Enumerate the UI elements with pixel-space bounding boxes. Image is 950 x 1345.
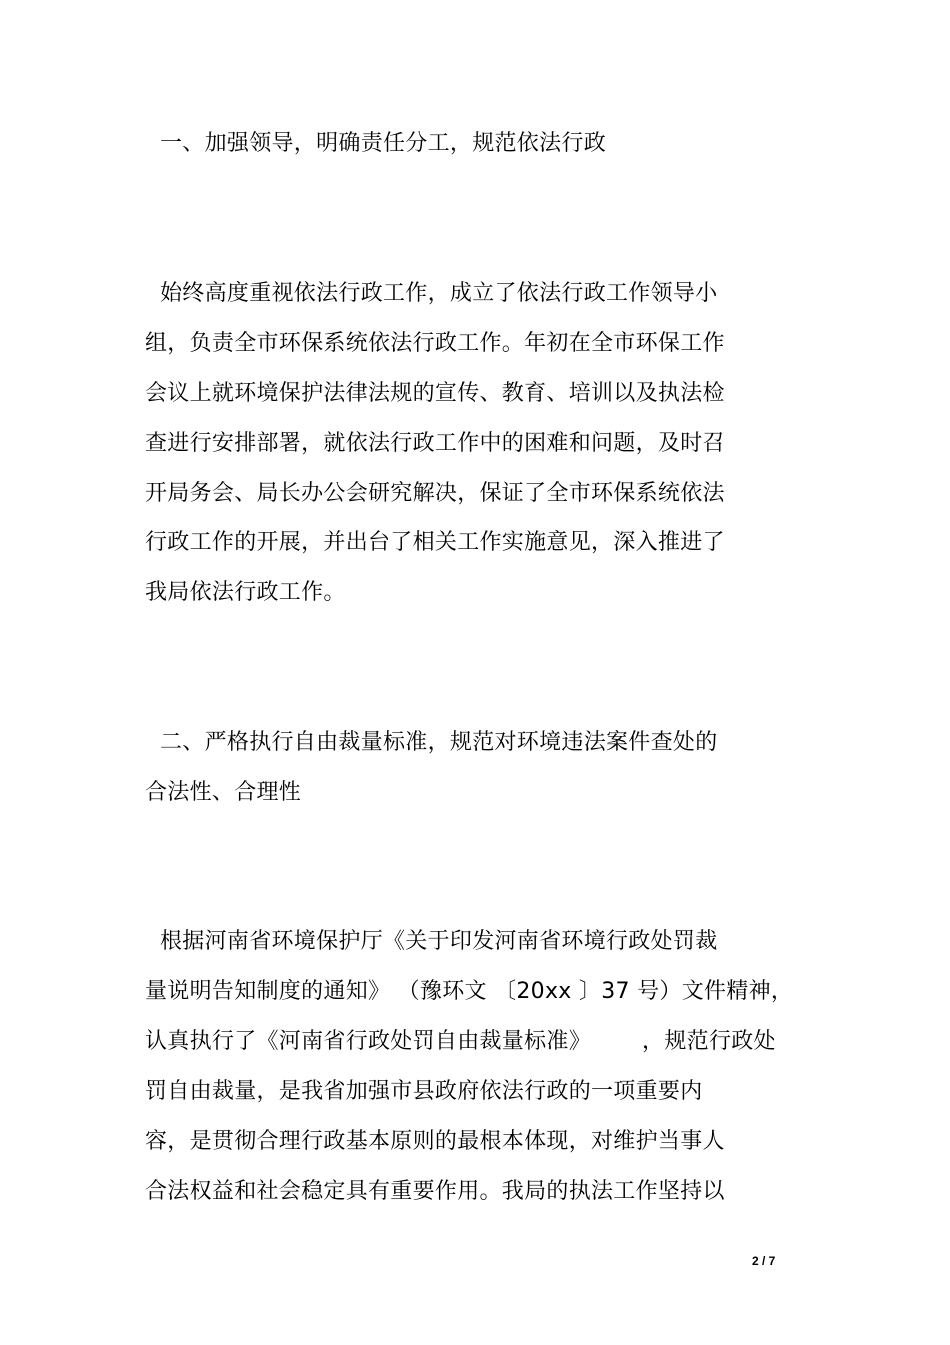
section-1-paragraph-line: 查进行安排部署，就依法行政工作中的困难和问题，及时召 <box>145 431 725 456</box>
page-number: 2 / 7 <box>752 1254 776 1268</box>
section-1-paragraph-line: 我局依法行政工作。 <box>145 580 346 605</box>
section-2-paragraph-line: 罚自由裁量，是我省加强市县政府依法行政的一项重要内 <box>145 1079 703 1104</box>
section-2-paragraph-line: 根据河南省环境保护厅《关于印发河南省环境行政处罚裁 <box>160 929 718 954</box>
section-1-heading: 一、加强领导，明确责任分工，规范依法行政 <box>160 131 607 156</box>
section-1-paragraph-line: 行政工作的开展，并出台了相关工作实施意见，深入推进了 <box>145 530 725 555</box>
section-1-paragraph-line: 组，负责全市环保系统依法行政工作。年初在全市环保工作 <box>145 331 725 356</box>
section-2-paragraph-line: 认真执行了《河南省行政处罚自由裁量标准》 ，规范行政处 <box>145 1029 776 1054</box>
section-2-paragraph-line: 合法权益和社会稳定具有重要作用。我局的执法工作坚持以 <box>145 1179 725 1204</box>
section-1-paragraph-line: 会议上就环境保护法律法规的宣传、教育、培训以及执法检 <box>145 381 725 406</box>
section-2-paragraph-line: 量说明告知制度的通知》 （豫环文 〔20xx 〕37 号）文件精神， <box>145 979 794 1004</box>
section-2-heading-continued: 合法性、合理性 <box>145 780 302 805</box>
section-1-paragraph-line: 始终高度重视依法行政工作，成立了依法行政工作领导小 <box>160 281 718 306</box>
section-1-paragraph-line: 开局务会、局长办公会研究解决，保证了全市环保系统依法 <box>145 481 725 506</box>
section-2-heading: 二、严格执行自由裁量标准，规范对环境违法案件查处的 <box>160 730 718 755</box>
section-2-paragraph-line: 容，是贯彻合理行政基本原则的最根本体现，对维护当事人 <box>145 1129 725 1154</box>
